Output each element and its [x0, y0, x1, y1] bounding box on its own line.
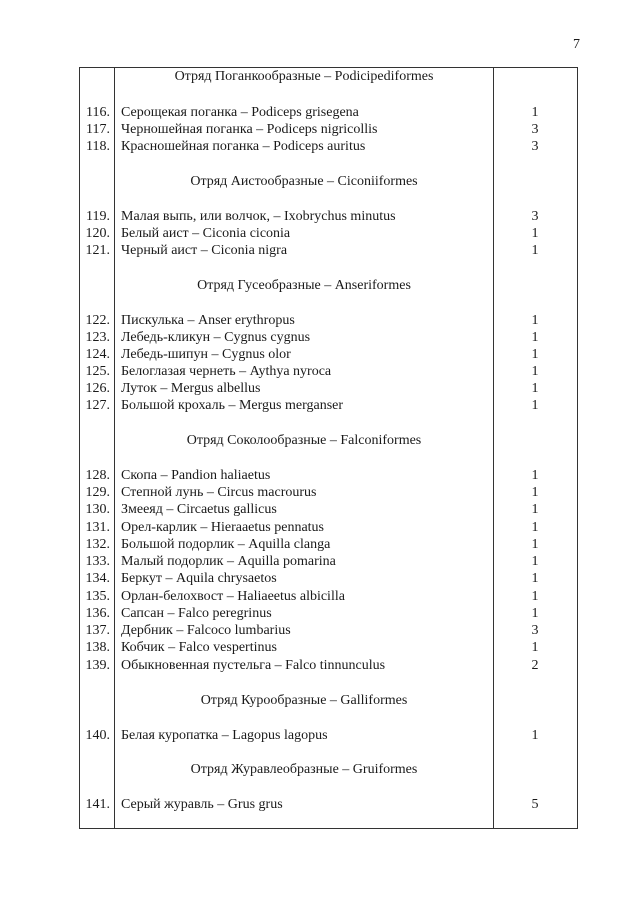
table-row: [80, 346, 578, 363]
table-row: [80, 138, 578, 155]
status-value: 3: [531, 623, 539, 638]
status-value: 1: [531, 347, 539, 362]
table-row: [80, 796, 578, 813]
status-value: 1: [531, 330, 539, 345]
status-value: 1: [531, 226, 539, 241]
row-number: 131.: [85, 520, 110, 535]
table-row: [80, 397, 578, 414]
row-number: 133.: [85, 554, 110, 569]
table-row: [80, 484, 578, 501]
species-name: Белый аист – Ciconia ciconia: [121, 226, 291, 241]
status-value: 1: [531, 606, 539, 621]
row-number: 134.: [85, 571, 110, 586]
species-name: Лебедь-кликун – Cygnus cygnus: [121, 330, 311, 345]
species-name: Белоглазая чернеть – Aythya nyroca: [121, 364, 332, 379]
species-name: Сапсан – Falco peregrinus: [121, 606, 272, 621]
section-heading: Отряд Поганкообразные – Podicipediformes: [174, 69, 434, 84]
row-number: 130.: [85, 502, 110, 517]
section-heading: Отряд Журавлеобразные – Gruiformes: [190, 762, 418, 777]
section-heading: Отряд Гусеобразные – Anseriformes: [197, 278, 411, 293]
page-number: 7: [573, 37, 580, 52]
row-number: 122.: [85, 313, 110, 328]
table-row: [80, 605, 578, 622]
table-row: [80, 104, 578, 121]
table-row: [80, 639, 578, 656]
table-row: [80, 312, 578, 329]
row-number: 135.: [85, 589, 110, 604]
table-row: [80, 225, 578, 242]
status-value: 1: [531, 364, 539, 379]
species-name: Малый подорлик – Aquilla pomarina: [121, 554, 336, 569]
status-value: 3: [531, 139, 539, 154]
table-row: [80, 622, 578, 639]
status-value: 1: [531, 520, 539, 535]
table-row: [80, 121, 578, 138]
table-row: [80, 242, 578, 259]
status-value: 1: [531, 640, 539, 655]
section-heading: Отряд Аистообразные – Ciconiiformes: [190, 174, 418, 189]
row-number: 139.: [85, 658, 110, 673]
row-number: 129.: [85, 485, 110, 500]
species-name: Обыкновенная пустельга – Falco tinnunculus: [121, 658, 386, 673]
status-value: 1: [531, 589, 539, 604]
species-name: Орлан-белохвост – Haliaeetus albicilla: [121, 589, 345, 604]
status-value: 1: [531, 468, 539, 483]
table-row: [80, 727, 578, 744]
species-name: Красношейная поганка – Podiceps auritus: [121, 139, 366, 154]
species-name: Серощекая поганка – Podiceps grisegena: [121, 105, 359, 120]
species-name: Пискулька – Anser erythropus: [121, 313, 295, 328]
table-row: [80, 363, 578, 380]
table-row: [80, 380, 578, 397]
row-number: 120.: [85, 226, 110, 241]
status-value: 1: [531, 381, 539, 396]
table-row: [80, 536, 578, 553]
status-value: 1: [531, 313, 539, 328]
row-number: 140.: [85, 728, 110, 743]
row-number: 123.: [85, 330, 110, 345]
status-value: 5: [531, 797, 539, 812]
species-name: Большой крохаль – Mergus merganser: [121, 398, 344, 413]
row-number: 137.: [85, 623, 110, 638]
row-number: 127.: [85, 398, 110, 413]
species-name: Белая куропатка – Lagopus lagopus: [121, 728, 328, 743]
row-number: 136.: [85, 606, 110, 621]
status-value: 1: [531, 502, 539, 517]
species-name: Змееяд – Circaetus gallicus: [121, 502, 277, 517]
row-number: 132.: [85, 537, 110, 552]
table-row: [80, 657, 578, 674]
status-value: 3: [531, 209, 539, 224]
row-number: 116.: [86, 105, 110, 120]
row-number: 124.: [85, 347, 110, 362]
species-name: Кобчик – Falco vespertinus: [121, 640, 277, 655]
row-number: 128.: [85, 468, 110, 483]
status-value: 1: [531, 105, 539, 120]
table-row: [80, 208, 578, 225]
table-row: [80, 501, 578, 518]
status-value: 1: [531, 398, 539, 413]
table-row: [80, 570, 578, 587]
table-row: [80, 467, 578, 484]
species-name: Большой подорлик – Aquilla clanga: [121, 537, 331, 552]
status-value: 1: [531, 571, 539, 586]
status-value: 1: [531, 728, 539, 743]
status-value: 2: [531, 658, 539, 673]
status-value: 3: [531, 122, 539, 137]
species-name: Степной лунь – Circus macrourus: [121, 485, 317, 500]
row-number: 138.: [85, 640, 110, 655]
species-name: Малая выпь, или волчок, – Ixobrychus minutus: [121, 209, 396, 224]
row-number: 118.: [86, 139, 110, 154]
row-number: 141.: [85, 797, 110, 812]
species-name: Лебедь-шипун – Cygnus olor: [121, 347, 291, 362]
species-name: Беркут – Aquila chrysaetos: [121, 571, 277, 586]
row-number: 119.: [86, 209, 110, 224]
row-number: 117.: [86, 122, 110, 137]
species-name: Орел-карлик – Hieraaetus pennatus: [121, 520, 324, 535]
table-row: [80, 553, 578, 570]
status-value: 1: [531, 537, 539, 552]
table-row: [80, 588, 578, 605]
status-value: 1: [531, 243, 539, 258]
species-name: Серый журавль – Grus grus: [121, 797, 283, 812]
row-number: 121.: [85, 243, 110, 258]
species-name: Дербник – Falcoco lumbarius: [121, 623, 291, 638]
section-heading: Отряд Соколообразные – Falconiformes: [186, 433, 422, 448]
status-value: 1: [531, 554, 539, 569]
status-value: 1: [531, 485, 539, 500]
section-heading: Отряд Курообразные – Galliformes: [200, 693, 408, 708]
species-name: Черношейная поганка – Podiceps nigricollis: [121, 122, 378, 137]
column-divider-status: [493, 67, 494, 829]
row-number: 125.: [85, 364, 110, 379]
table-row: [80, 519, 578, 536]
row-number: 126.: [85, 381, 110, 396]
species-name: Черный аист – Ciconia nigra: [121, 243, 288, 258]
table-row: [80, 329, 578, 346]
species-name: Скопа – Pandion haliaetus: [121, 468, 271, 483]
species-name: Луток – Mergus albellus: [121, 381, 261, 396]
